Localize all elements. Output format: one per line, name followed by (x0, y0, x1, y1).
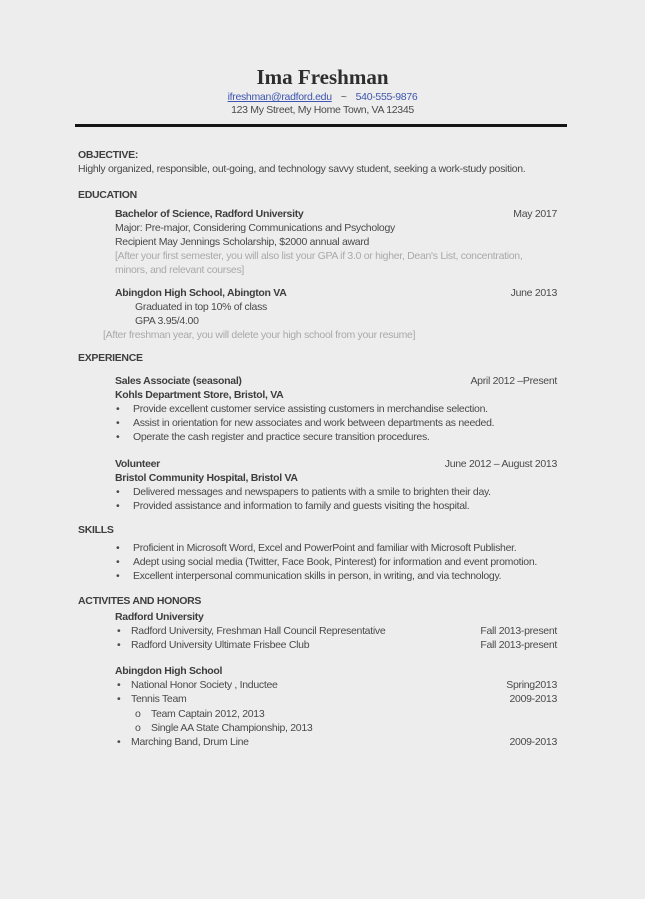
activity-subitem: o Single AA State Championship, 2013 (135, 721, 313, 734)
skills-list (115, 541, 557, 583)
job-date: April 2012 –Present (470, 374, 557, 387)
job-bullet: • Provided assistance and information to family and guests visiting the hospital. (116, 499, 470, 512)
education-entry-highschool (103, 286, 557, 343)
bullet-marker: • (117, 735, 121, 748)
college-placeholder-note: [After your first semester, you will also list your GPA if 3.0 or higher, Dean's List, concentration, minors, and relevant courses] (115, 250, 523, 276)
graduation-line: Graduated in top 10% of class (135, 301, 267, 313)
objective-text: Highly organized, responsible, out-going, and technology savvy student, seeking a work-study position. (78, 163, 526, 175)
job-bullet: • Assist in orientation for new associates and work between departments as needed. (116, 416, 495, 429)
job-bullet: • Operate the cash register and practice secure transition procedures. (116, 430, 430, 443)
job-title: Sales Associate (seasonal) (115, 374, 242, 387)
activity-item: • Radford University Ultimate Frisbee Club Fall 2013-present (117, 638, 557, 651)
job-employer: Kohls Department Store, Bristol, VA (115, 388, 284, 401)
scholarship-line: Recipient May Jennings Scholarship, $2000 annual award (115, 236, 370, 248)
bullet-marker: • (117, 692, 121, 705)
activity-date: 2009-2013 (509, 735, 557, 748)
job-employer: Bristol Community Hospital, Bristol VA (115, 471, 298, 484)
activity-subitem: o Team Captain 2012, 2013 (135, 707, 265, 720)
activity-group-radford (115, 610, 557, 652)
sub-bullet-marker: o (135, 707, 141, 720)
resume-body (0, 149, 645, 749)
job-date: June 2012 – August 2013 (444, 457, 557, 470)
job-title: Volunteer (115, 457, 160, 470)
bullet-marker: • (116, 416, 120, 429)
activity-date: Fall 2013-present (480, 624, 557, 637)
activity-item: • National Honor Society , Inductee Spring2013 (117, 678, 557, 691)
bullet-marker: • (116, 499, 120, 512)
activity-group-highschool (115, 664, 557, 749)
bullet-marker: • (116, 569, 120, 582)
activity-item: • Radford University, Freshman Hall Council Representative Fall 2013-present (117, 624, 557, 637)
activity-item: • Tennis Team 2009-2013 (117, 692, 557, 705)
bullet-marker: • (116, 485, 120, 498)
address-line: 123 My Street, My Home Town, VA 12345 (231, 104, 414, 116)
highschool-placeholder-note: [After freshman year, you will delete your high school from your resume] (103, 329, 416, 341)
degree-title: Bachelor of Science, Radford University (115, 208, 304, 220)
bullet-marker: • (117, 624, 121, 637)
job-entry-sales-associate (115, 374, 557, 444)
skill-bullet: • Proficient in Microsoft Word, Excel and PowerPoint and familiar with Microsoft Publisher. (116, 541, 517, 554)
activity-group-title: Abingdon High School (115, 664, 223, 677)
person-name: Ima Freshman (256, 65, 389, 89)
major-line: Major: Pre-major, Considering Communications and Psychology (115, 222, 395, 234)
bullet-marker: • (116, 430, 120, 443)
activity-date: Fall 2013-present (480, 638, 557, 651)
degree-date: May 2017 (513, 208, 557, 220)
gpa-line: GPA 3.95/4.00 (135, 315, 199, 327)
activities-heading: ACTIVITES AND HONORS (78, 594, 202, 607)
job-bullet: • Provide excellent customer service assisting customers in merchandise selection. (116, 402, 488, 415)
education-entry-college (115, 207, 557, 277)
skills-heading: SKILLS (78, 523, 114, 536)
header-divider (75, 124, 567, 127)
activity-date: 2009-2013 (509, 692, 557, 705)
bullet-marker: • (117, 678, 121, 691)
activity-item: • Marching Band, Drum Line 2009-2013 (117, 735, 557, 748)
resume-header (0, 64, 645, 117)
skill-bullet: • Excellent interpersonal communication skills in person, in writing, and via technology. (116, 569, 502, 582)
bullet-marker: • (116, 541, 120, 554)
bullet-marker: • (116, 402, 120, 415)
activity-group-title: Radford University (115, 610, 204, 623)
bullet-marker: • (117, 638, 121, 651)
skill-bullet: • Adept using social media (Twitter, Face Book, Pinterest) for information and event promotion. (116, 555, 537, 568)
contact-line (0, 91, 645, 104)
sub-bullet-marker: o (135, 721, 141, 734)
phone-number[interactable]: 540-555-9876 (355, 91, 418, 103)
activity-date: Spring2013 (506, 678, 557, 691)
job-entry-volunteer (115, 457, 557, 513)
education-heading: EDUCATION (78, 189, 137, 201)
job-bullet: • Delivered messages and newspapers to patients with a smile to brighten their day. (116, 485, 491, 498)
email-link[interactable]: ifreshman@radford.edu (227, 91, 332, 103)
bullet-marker: • (116, 555, 120, 568)
highschool-title: Abingdon High School, Abington VA (115, 287, 287, 299)
experience-heading: EXPERIENCE (78, 351, 143, 364)
highschool-date: June 2013 (510, 287, 557, 299)
contact-separator: ~ (340, 91, 347, 103)
objective-heading: OBJECTIVE: (78, 149, 139, 161)
